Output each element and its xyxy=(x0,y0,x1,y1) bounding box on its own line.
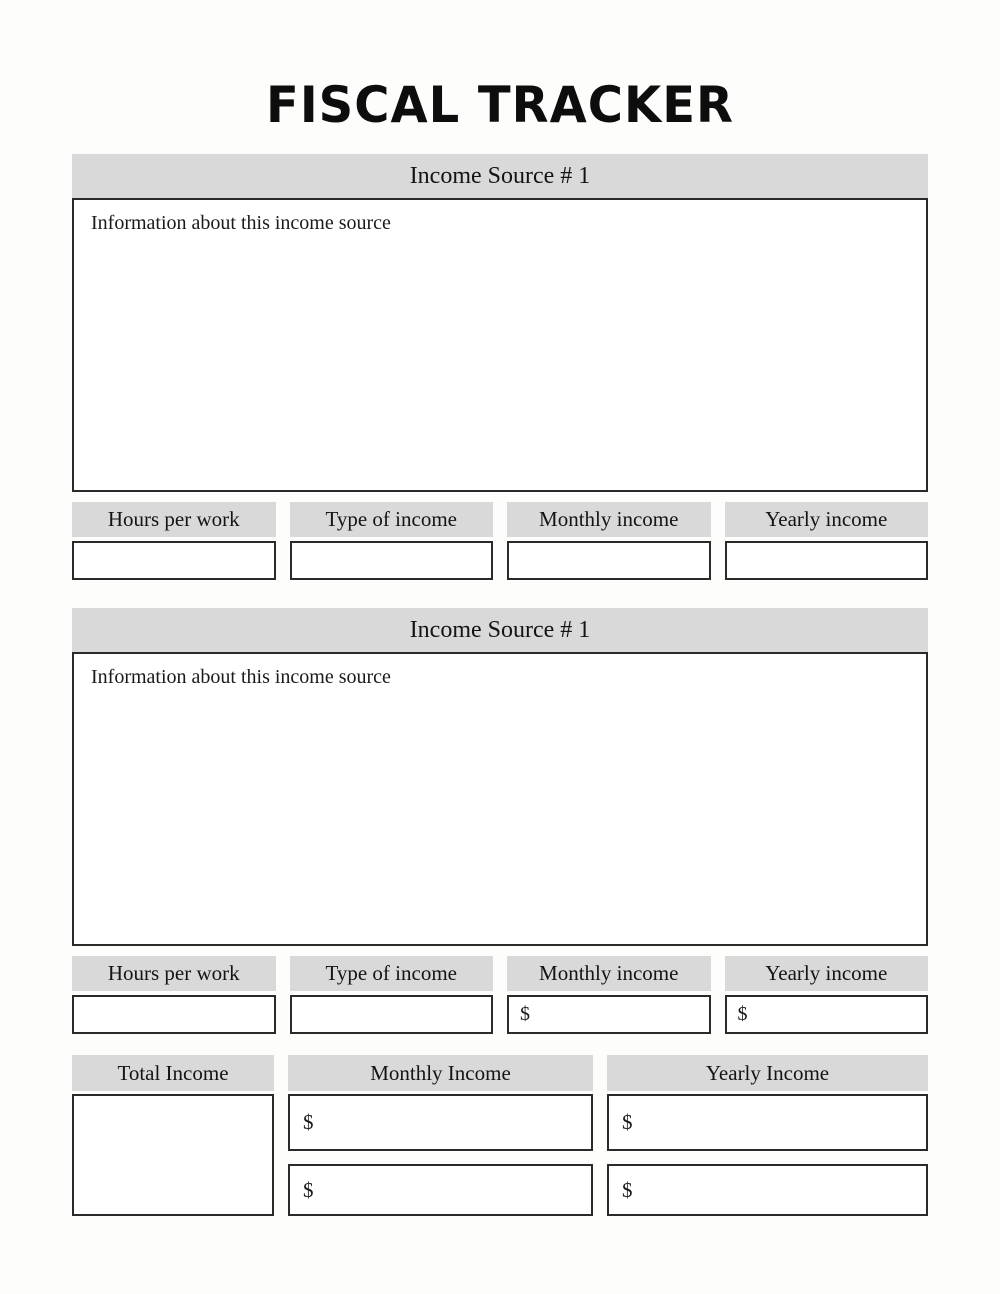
total-income-box[interactable] xyxy=(72,1094,274,1216)
yearly-income-total-label: Yearly Income xyxy=(607,1055,928,1091)
monthly-income-total-label: Monthly Income xyxy=(288,1055,593,1091)
field-yearly-income xyxy=(725,956,929,1034)
field-monthly-income xyxy=(507,502,711,580)
income-source-section-2 xyxy=(72,608,928,1034)
type-of-income-input[interactable] xyxy=(290,995,494,1034)
yearly-income-input[interactable] xyxy=(725,541,929,580)
yearly-income-column xyxy=(607,1055,928,1216)
monthly-income-column xyxy=(288,1055,593,1216)
monthly-income-label: Monthly income xyxy=(507,502,711,537)
monthly-income-label: Monthly income xyxy=(507,956,711,991)
page-title: FISCAL TRACKER xyxy=(266,76,734,135)
type-of-income-label: Type of income xyxy=(290,956,494,991)
totals-section xyxy=(72,1055,928,1216)
hours-per-work-label: Hours per work xyxy=(72,502,276,537)
field-hours-per-work xyxy=(72,956,276,1034)
yearly-income-boxes xyxy=(607,1094,928,1216)
monthly-income-box-1[interactable]: $ xyxy=(288,1094,593,1151)
total-income-column xyxy=(72,1055,274,1216)
monthly-income-boxes xyxy=(288,1094,593,1216)
yearly-income-box-1[interactable]: $ xyxy=(607,1094,928,1151)
income-source-1-info-box[interactable]: Information about this income source xyxy=(72,198,928,492)
total-income-label: Total Income xyxy=(72,1055,274,1091)
income-source-section-1 xyxy=(72,154,928,580)
field-type-of-income xyxy=(290,502,494,580)
monthly-income-input[interactable]: $ xyxy=(507,995,711,1034)
monthly-income-input[interactable] xyxy=(507,541,711,580)
income-source-2-fields-row xyxy=(72,956,928,1034)
yearly-income-label: Yearly income xyxy=(725,502,929,537)
yearly-income-box-2[interactable]: $ xyxy=(607,1164,928,1216)
hours-per-work-label: Hours per work xyxy=(72,956,276,991)
type-of-income-input[interactable] xyxy=(290,541,494,580)
income-source-1-header: Income Source # 1 xyxy=(72,154,928,198)
hours-per-work-input[interactable] xyxy=(72,541,276,580)
income-source-1-fields-row xyxy=(72,502,928,580)
field-hours-per-work xyxy=(72,502,276,580)
field-yearly-income xyxy=(725,502,929,580)
hours-per-work-input[interactable] xyxy=(72,995,276,1034)
income-source-2-info-box[interactable]: Information about this income source xyxy=(72,652,928,946)
income-source-2-header: Income Source # 1 xyxy=(72,608,928,652)
field-monthly-income xyxy=(507,956,711,1034)
field-type-of-income xyxy=(290,956,494,1034)
type-of-income-label: Type of income xyxy=(290,502,494,537)
yearly-income-label: Yearly income xyxy=(725,956,929,991)
monthly-income-box-2[interactable]: $ xyxy=(288,1164,593,1216)
yearly-income-input[interactable]: $ xyxy=(725,995,929,1034)
